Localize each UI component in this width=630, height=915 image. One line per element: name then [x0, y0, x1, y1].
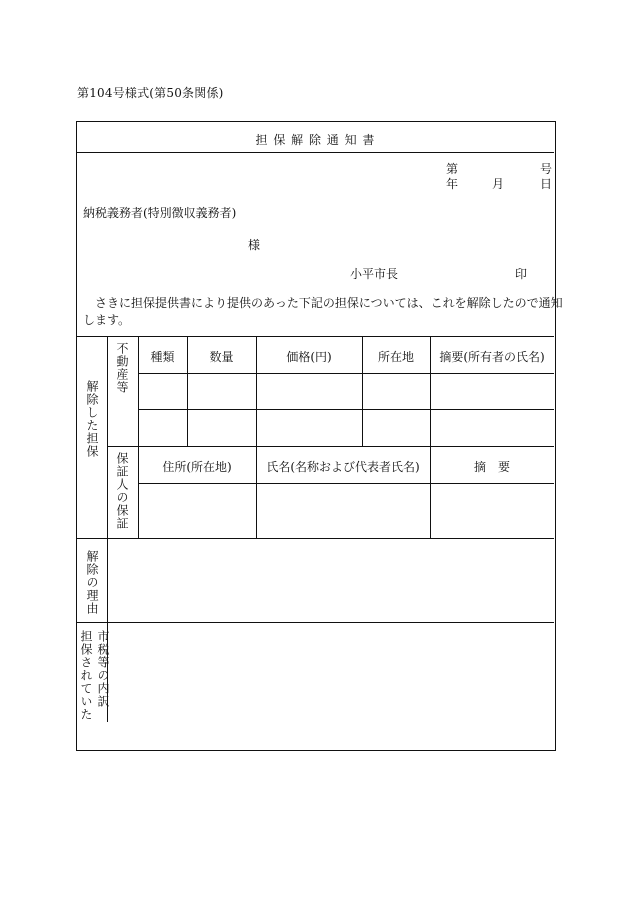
col-remarks: 摘 要 [473, 460, 510, 474]
secured-tax-label-col2: 市税等の内訳 [96, 630, 110, 708]
reason-label: 解除の理由 [85, 550, 99, 615]
col-remarks-owner: 摘要(所有者の氏名) [439, 350, 545, 364]
col-location: 所在地 [377, 350, 414, 364]
date-year: 年 [446, 177, 459, 191]
divider-body [77, 336, 554, 337]
grid-line [107, 446, 554, 447]
number-suffix: 号 [540, 162, 553, 176]
grid-line [138, 409, 554, 410]
real-estate-label: 不動産等 [115, 342, 129, 394]
secured-tax-label-col1: 担保されていた [79, 630, 93, 721]
sub-label-column-line [138, 336, 139, 538]
issuer-name: 小平市長 [350, 267, 399, 281]
form-title: 担 保 解 除 通 知 書 [255, 133, 376, 147]
date-day: 日 [540, 177, 553, 191]
date-month: 月 [492, 177, 505, 191]
col-type: 種類 [150, 350, 175, 364]
honorific: 様 [248, 238, 261, 252]
number-label: 第 [446, 162, 459, 176]
col-price: 価格(円) [286, 350, 332, 364]
form-number: 第104号様式(第50条関係) [77, 86, 224, 100]
notice-form [76, 121, 563, 751]
body-text-line2: します。 [83, 313, 131, 327]
divider-title [77, 152, 554, 153]
released-security-label: 解除した担保 [85, 380, 99, 458]
grid-line [430, 336, 431, 538]
body-text-line1: さきに担保提供書により提供のあった下記の担保については、これを解除したので通知 [95, 296, 563, 310]
grid-line [138, 483, 554, 484]
taxpayer-label: 納税義務者(特別徴収義務者) [83, 206, 237, 220]
col-quantity: 数量 [209, 350, 234, 364]
col-address: 住所(所在地) [162, 460, 232, 474]
divider-secured-tax [77, 622, 554, 623]
col-name: 氏名(名称および代表者氏名) [266, 460, 420, 474]
seal-mark: 印 [515, 267, 528, 281]
grid-line [138, 373, 554, 374]
divider-reason [77, 538, 554, 539]
guarantor-label: 保証人の保証 [115, 452, 129, 530]
